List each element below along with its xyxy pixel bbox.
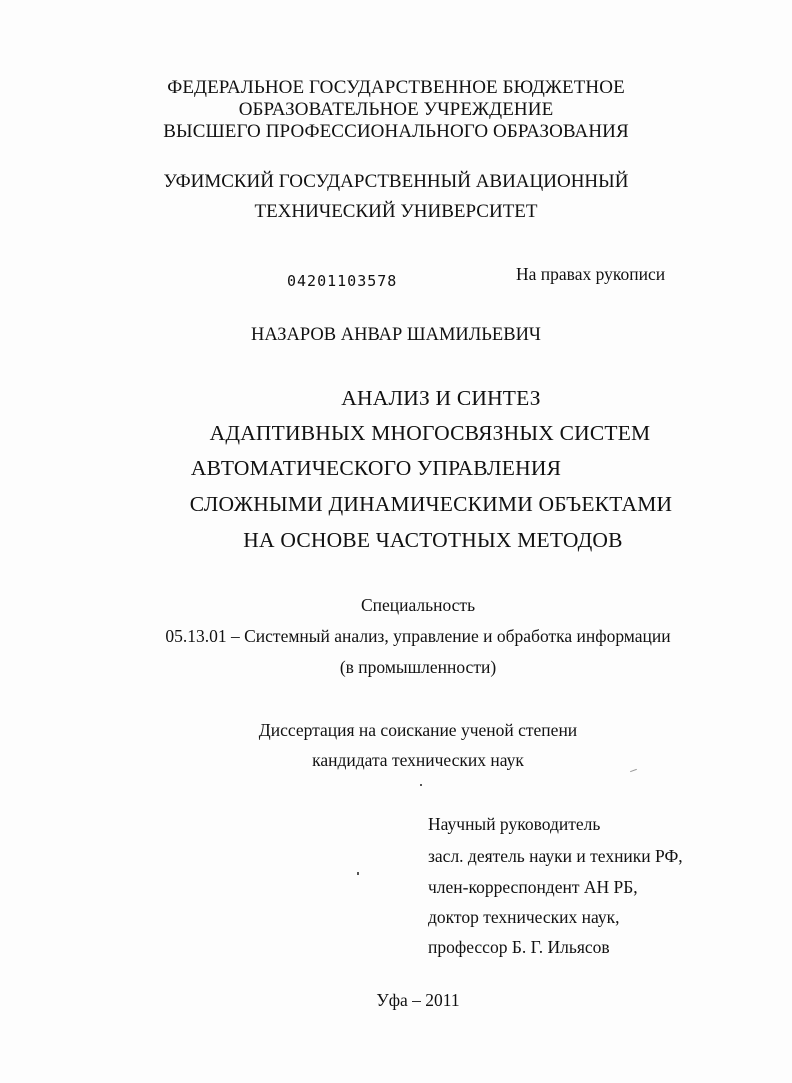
title-line-1: АНАЛИЗ И СИНТЕЗ	[341, 386, 541, 410]
supervisor-line-4: доктор технических наук,	[428, 907, 620, 927]
supervisor-line-5: профессор Б. Г. Ильясов	[428, 937, 610, 957]
rights-note: На правах рукописи	[516, 264, 666, 284]
title-line-5: НА ОСНОВЕ ЧАСТОТНЫХ МЕТОДОВ	[243, 528, 623, 552]
degree-line-2: кандидата технических наук	[312, 750, 524, 770]
scan-speck	[420, 784, 422, 786]
university-line-2: ТЕХНИЧЕСКИЙ УНИВЕРСИТЕТ	[254, 201, 538, 222]
specialty-label: Специальность	[360, 595, 476, 615]
title-line-3: АВТОМАТИЧЕСКОГО УПРАВЛЕНИЯ	[190, 456, 562, 480]
header-line-1: ФЕДЕРАЛЬНОЕ ГОСУДАРСТВЕННОЕ БЮДЖЕТНОЕ	[167, 77, 625, 98]
specialty-code: 05.13.01 – Системный анализ, управление и обработка информации	[165, 626, 671, 646]
degree-line-1: Диссертация на соискание ученой степени	[258, 720, 578, 740]
city-year: Уфа – 2011	[376, 990, 460, 1010]
catalog-number: 04201103578	[287, 272, 398, 290]
specialty-qualifier: (в промышленности)	[339, 657, 497, 677]
header-line-3: ВЫСШЕГО ПРОФЕССИОНАЛЬНОГО ОБРАЗОВАНИЯ	[163, 121, 629, 142]
supervisor-line-3: член-корреспондент АН РБ,	[428, 877, 638, 897]
supervisor-line-1: Научный руководитель	[428, 814, 601, 834]
author-name: НАЗАРОВ АНВАР ШАМИЛЬЕВИЧ	[251, 325, 541, 345]
supervisor-line-2: засл. деятель науки и техники РФ,	[428, 846, 683, 866]
university-line-1: УФИМСКИЙ ГОСУДАРСТВЕННЫЙ АВИАЦИОННЫЙ	[163, 171, 629, 192]
header-line-2: ОБРАЗОВАТЕЛЬНОЕ УЧРЕЖДЕНИЕ	[238, 99, 554, 120]
title-line-2: АДАПТИВНЫХ МНОГОСВЯЗНЫХ СИСТЕМ	[209, 421, 651, 445]
title-line-4: СЛОЖНЫМИ ДИНАМИЧЕСКИМИ ОБЪЕКТАМИ	[189, 492, 673, 516]
scan-speck	[357, 872, 359, 875]
